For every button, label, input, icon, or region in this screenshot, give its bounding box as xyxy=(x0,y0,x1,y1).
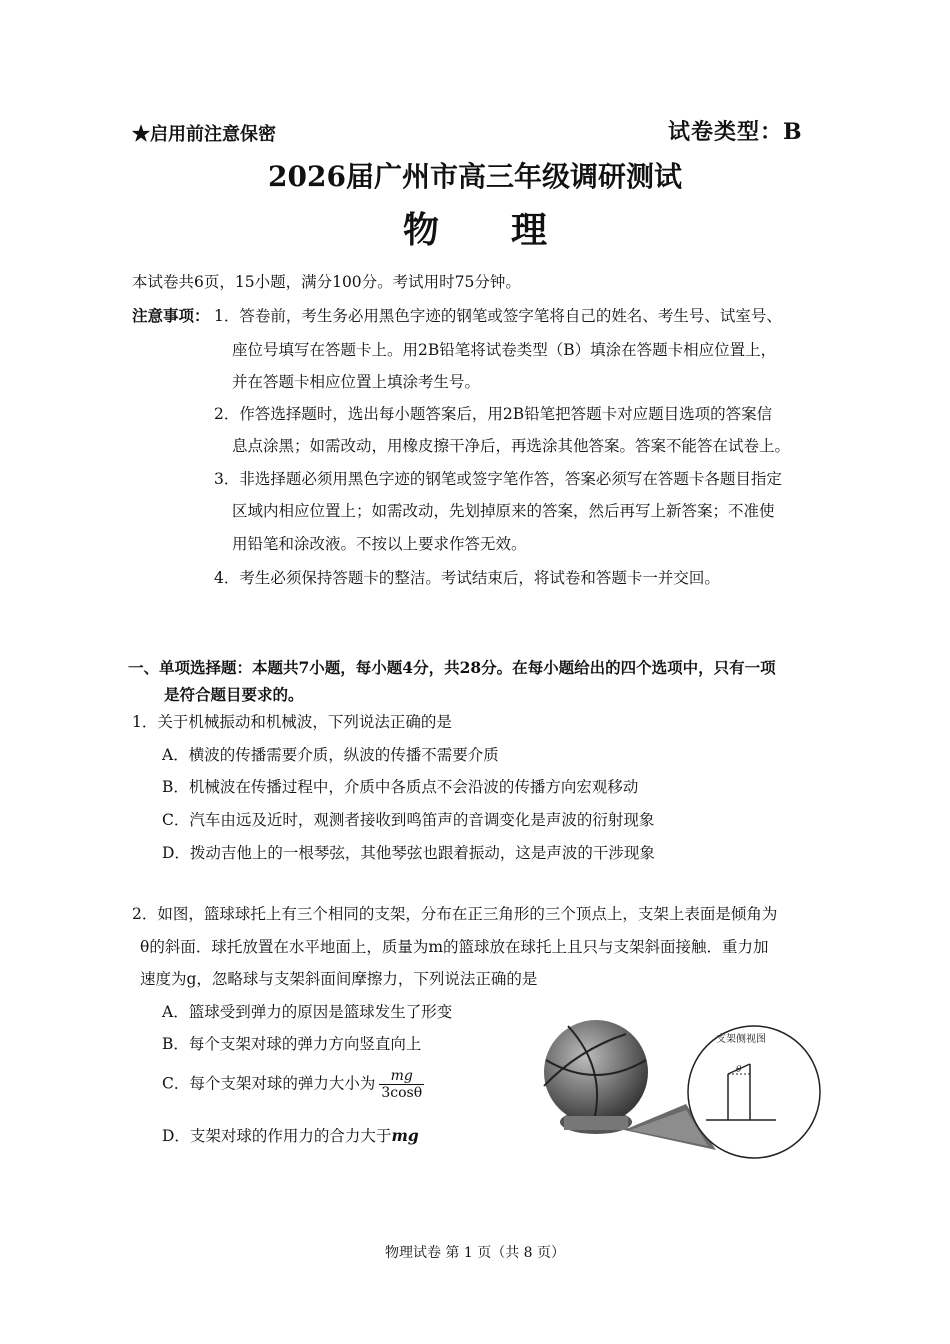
notice-item-2-line-2: 息点涂黑；如需改动，用橡皮擦干净后，再选涂其他答案。答案不能答在试卷上。 xyxy=(232,437,791,455)
q2-option-d-text: D．支架对球的作用力的合力大于 xyxy=(162,1127,392,1145)
side-view-label: 支架侧视图 xyxy=(716,1034,766,1045)
confidential-label: ★启用前注意保密 xyxy=(132,124,276,145)
q2-stem-line-3: 速度为g，忽略球与支架斜面间摩擦力，下列说法正确的是 xyxy=(140,970,538,988)
page-footer: 物理试卷 第 1 页（共 8 页） xyxy=(384,1245,566,1261)
q2-option-a: A．篮球受到弹力的原因是篮球发生了形变 xyxy=(162,1003,453,1021)
notice-item-3-line-3: 用铅笔和涂改液。不按以上要求作答无效。 xyxy=(232,535,527,553)
side-view-inset xyxy=(688,1026,820,1158)
q1-stem: 1．关于机械振动和机械波，下列说法正确的是 xyxy=(132,713,452,731)
q1-option-d: D．拨动吉他上的一根琴弦，其他琴弦也跟着振动，这是声波的干涉现象 xyxy=(162,844,655,862)
subject-title: 物理 xyxy=(402,209,619,251)
notice-item-3-line-1: 3．非选择题必须用黑色字迹的钢笔或签字笔作答，答案必须写在答题卡各题目指定 xyxy=(214,470,782,488)
fraction-numerator: mg xyxy=(379,1068,424,1085)
section-heading-line-2: 是符合题目要求的。 xyxy=(164,685,304,704)
exam-intro: 本试卷共6页，15小题，满分100分。考试用时75分钟。 xyxy=(132,273,521,291)
basketball-holder-figure xyxy=(538,1020,848,1170)
notice-item-1-line-2: 座位号填写在答题卡上。用2B铅笔将试卷类型（B）填涂在答题卡相应位置上， xyxy=(232,341,777,359)
q2-option-d-var: mg xyxy=(391,1126,419,1145)
notice-item-3-line-2: 区域内相应位置上；如需改动，先划掉原来的答案，然后再写上新答案；不准使 xyxy=(232,502,775,520)
basketball-image xyxy=(544,1020,648,1134)
q2-stem-line-2: θ的斜面．球托放置在水平地面上，质量为m的篮球放在球托上且只与支架斜面接触．重力加 xyxy=(140,938,769,956)
notice-item-2-line-1: 2．作答选择题时，选出每小题答案后，用2B铅笔把答题卡对应题目选项的答案信 xyxy=(214,405,773,423)
q2-option-b: B．每个支架对球的弹力方向竖直向上 xyxy=(162,1035,422,1053)
notice-label: 注意事项： xyxy=(132,306,210,325)
paper-type-label: 试卷类型：B xyxy=(668,119,803,145)
exam-title: 2026届广州市高三年级调研测试 xyxy=(268,160,682,193)
q2-option-c xyxy=(162,1068,424,1101)
q1-option-a: A．横波的传播需要介质，纵波的传播不需要介质 xyxy=(162,746,499,764)
notice-item-1-line-3: 并在答题卡相应位置上填涂考生号。 xyxy=(232,373,481,391)
notice-item-4-line-1: 4．考生必须保持答题卡的整洁。考试结束后，将试卷和答题卡一并交回。 xyxy=(214,569,720,587)
q2-option-c-fraction xyxy=(379,1068,424,1101)
q1-option-b: B．机械波在传播过程中，介质中各质点不会沿波的传播方向宏观移动 xyxy=(162,778,639,796)
section-heading-line-1: 一、单项选择题：本题共7小题，每小题4分，共28分。在每小题给出的四个选项中，只有一项 xyxy=(128,658,776,677)
notice-item-1-line-1: 1．答卷前，考生务必用黑色字迹的钢笔或签字笔将自己的姓名、考生号、试室号、 xyxy=(214,307,782,325)
fraction-denominator: 3cosθ xyxy=(381,1085,423,1101)
q2-option-c-text: C．每个支架对球的弹力大小为 xyxy=(162,1074,376,1093)
q2-stem-line-1: 2．如图，篮球球托上有三个相同的支架，分布在正三角形的三个顶点上，支架上表面是倾角为 xyxy=(132,905,778,923)
angle-theta-label: θ xyxy=(736,1065,742,1075)
q2-option-d xyxy=(162,1124,419,1146)
q1-option-c: C．汽车由远及近时，观测者接收到鸣笛声的音调变化是声波的衍射现象 xyxy=(162,811,655,829)
